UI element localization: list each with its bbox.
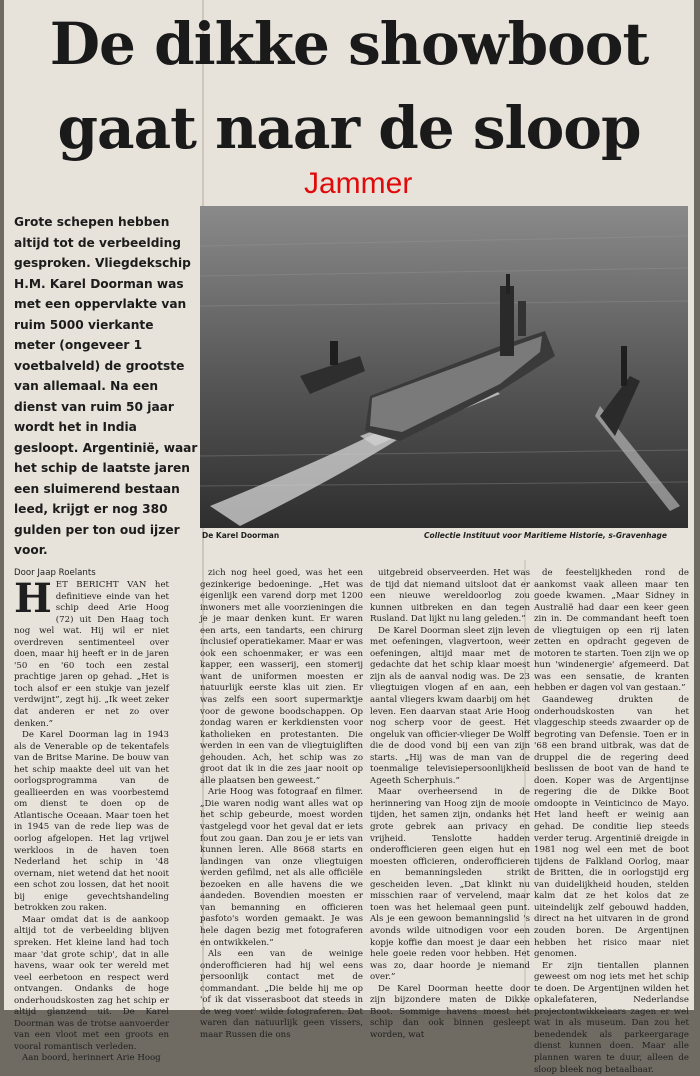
intro-line: het schip de laatste jaren [14,461,190,475]
article-paragraph: uitgebreid observeerden. Het was de tijd dat niemand uitsloot dat er een nieuwe wereldoorlog zou kunnen uitbreken en dan tegen Rusland. Dat lijkt nu lang geleden.” [370,568,530,625]
photo-credit: Collectie Instituut voor Maritieme Historie, s-Gravenhage [424,531,667,540]
article-paragraph: De Karel Doorman heette door zijn bijzondere maten de Dikke Boot. Sommige havens moest het schip dan ook binnen gesleept worden, wat [370,983,530,1040]
ship-photo [200,206,688,528]
handwritten-note: Jammer [304,167,413,200]
aircraft-carrier-illustration [200,206,688,528]
intro-line: een sluimerend bestaan [14,481,180,496]
article-paragraph: Gaandeweg drukten de onderhoudskosten van het vlaggeschip steeds zwaarder op de begroting van Defensie. Toen er in '68 een brand uitbrak, was dat de druppel die de regering deed beslissen de boot van de hand te doen. Koper was de Argentijnse regering die de Dikke Boot omdoopte in Veinticinco de Mayo. Het land heeft er weinig aan gehad. De conditie liep steeds verder terug. Argentinië dreigde in 1981 nog wel een met de boot tijdens de Falkland Oorlog, maar de Britten, die in oorlogstijd erg van duidelijkheid houden, stelden kalm dat ze het kolos dat ze uiteindelijk zelf gebouwd hadden, direct na het uitvaren in de grond zouden boren. De Argentijnen hebben het risico maar niet genomen. [534,695,689,960]
article-column-2 [200,568,363,1040]
intro-line: ruim 5000 vierkante [14,317,154,332]
photo-caption: De Karel Doorman [202,531,280,540]
intro-line: gulden per ton oud ijzer [14,522,180,537]
article-paragraph: Als een van de weinige onderofficieren had hij wel eens persoonlijk contact met de commandant. „Die belde hij me op 'of ik dat visserasboot dat steeds in de weg voer' wilde fotograferen. Dat waren dan natuurlijk geen vissers, maar Russen die ons [200,949,363,1040]
article-paragraph: Maar omdat dat is de aankoop altijd tot de verbeelding blijven spreken. Het kleine land had toch maar 'dat grote schip', dat in alle havens, waar ook ter wereld met veel eerbetoon en respect werd ontvangen. Ondanks de hoge onderhoudskosten zag het schip er altijd glanzend uit. De Karel Doorman was de trotse aanvoerder van een vloot met een groots en vooral romantisch verleden. [14,914,169,1052]
article-column-3 [370,568,530,1040]
intro-line: dienst van ruim 50 jaar [14,399,174,414]
article-paragraph: Maar overheersend in de herinnering van Hoog zijn de mooie tijden, het samen zijn, ondanks het grote gebrek aan privacy en vrijheid. Tenslotte hadden onderofficieren geen eigen hut en moesten officieren, onderofficieren en bemanningsleden strikt gescheiden leven. „Dat klinkt nu misschien raar of vervelend, maar toen was het helemaal geen punt. Als je een gewoon bemanningslid 's avonds wilde uitnodigen voor een kopje koffie dan moest je daar een hele goeie reden voor hebben. Het was zo, daar hoorde je niemand over.” [370,787,530,983]
article-column-4 [534,568,689,1075]
intro-line: wordt het in India [14,420,137,434]
article-paragraph: Er zijn tientallen plannen geweest om nog iets met het schip te doen. De Argentijnen wilden het opkalefateren, Nederlandse projectontwikkelaars zagen er wel wat in als museum. Dan zou het benedendek als parkeergarage dienst kunnen doen. Maar alle plannen waren te duur, alleen de sloop bleek nog betaalbaar. [534,960,689,1075]
headline-line-2: gaat naar de sloop [57,94,641,162]
article-paragraph: ET BERICHT VAN het definitieve einde van het schip deed Arie Hoog (72) uit Den Haag toch nog wel wat. Hij wil er niet overdreven sentimenteel over doen, maar hij heeft er in de jaren '50 en '60 toch een zestal prachtige jaren op gehad. „Het is toch alsof er een stukje van jezelf verdwijnt”, zegt hij. „Ik weet zeker dat anderen er net zo over denken.” [14,580,169,729]
byline: Door Jaap Roelants [14,568,96,578]
article-paragraph: Aan boord, herinnert Arie Hoog [22,1053,161,1064]
intro-line: gesloopt. Argentinië, waar [14,440,198,455]
headline-line-1: De dikke showboot [49,10,649,78]
intro-line: voetbalveld) de grootste [14,358,185,373]
article-paragraph: zich nog heel goed, was het een gezinkerige bedoeninge. „Het was eigenlijk een varend dorp met 1200 inwoners met alle voorzieningen die je je maar denken kunt. Er waren een arts, een tandarts, een chirurg inclusief operatiekamer. Maar er was ook een schoenmaker, er was een kapper, een wasserij, een stomerij want de uniformen moesten er natuurlijk eerste klas uit zien. Er was zelfs een soort supermarktje voor de gewone boodschappen. Op zondag waren er kerkdiensten voor katholieken en protestanten. Die werden in een van de vliegtuigliften gehouden. Ach, het schip was zo groot dat ik in die zes jaar nooit op alle plaatsen ben geweest.” [200,568,363,786]
article-paragraph: Arie Hoog was fotograaf en filmer. „Die waren nodig want alles wat op het schip gebeurde, moest worden vastgelegd voor het geval dat er iets fout zou gaan. Dan zou je er iets van kunnen leren. Alle 8668 starts en landingen van onze vliegtuigen werden gefilmd, net als alle officiële bezoeken en alle havens die we aandeden. Bovendien moesten er van bemanning en officieren pasfoto's worden gemaakt. Je was hele dagen bezig met fotograferen en ontwikkelen.” [200,787,363,948]
article-column-1 [14,575,169,1064]
article-paragraph: De Karel Doorman sleet zijn leven met oefeningen, vlagvertoon, weer oefeningen, altijd maar met de gedachte dat het schip klaar moest zijn als de aanval nodig was. De 23 vliegtuigen vlogen af en aan, een aantal vliegers kwam daarbij om het leven. Een daarvan staat Arie Hoog nog scherp voor de geest. Het ongeluk van officier-vlieger De Wolff die de dood vond bij een van zijn starts. „Hij was de man van de toenmalige televisiepersoonlijkheid Ageeth Scherphuis.” [370,625,530,786]
intro-line: meter (ongeveer 1 [14,338,143,352]
intro-line: voor. [14,543,48,557]
intro-line: met een oppervlakte van [14,297,187,311]
intro-line: leed, krijgt er nog 380 [14,502,168,516]
intro-line: altijd tot de verbeelding [14,235,182,250]
article-paragraph: de feestelijkheden rond de aankomst vaak alleen maar ten goede kwamen. „Maar Sidney in Australië had daar een keer geen zin in. De commandant heeft toen de vliegtuigen op een rij laten zetten en opdracht gegeven de motoren te starten. Toen zijn we op hun 'windenergie' afgemeerd. Dat was een sensatie, de kranten hebben er dagen vol van gestaan.” [534,568,689,694]
intro-line: Grote schepen hebben [14,215,170,229]
intro-line: van allemaal. Na een [14,379,159,393]
intro-line: H.M. Karel Doorman was [14,276,184,291]
newspaper-clipping [4,0,694,1075]
intro-line: gesproken. Vliegdekschip [14,256,191,270]
drop-cap: H [14,575,52,622]
article-paragraph: De Karel Doorman lag in 1943 als de Venerable op de tekentafels van de Britse Marine. De bouw van het schip maakte deel uit van het oorlogsprogramma van de geallieerden en was voorbestemd om dienst te doen op de Atlantische Oceaan. Maar toen het in 1945 van de rede liep was de oorlog afgelopen. Het lag vrijwel werkloos in de haven toen Nederland het schip in '48 overnam, niet wetend dat het nooit een schot zou lossen, dat het nooit bij enige gevechtshandeling betrokken zou raken. [14,730,169,914]
intro-paragraph [14,212,198,561]
